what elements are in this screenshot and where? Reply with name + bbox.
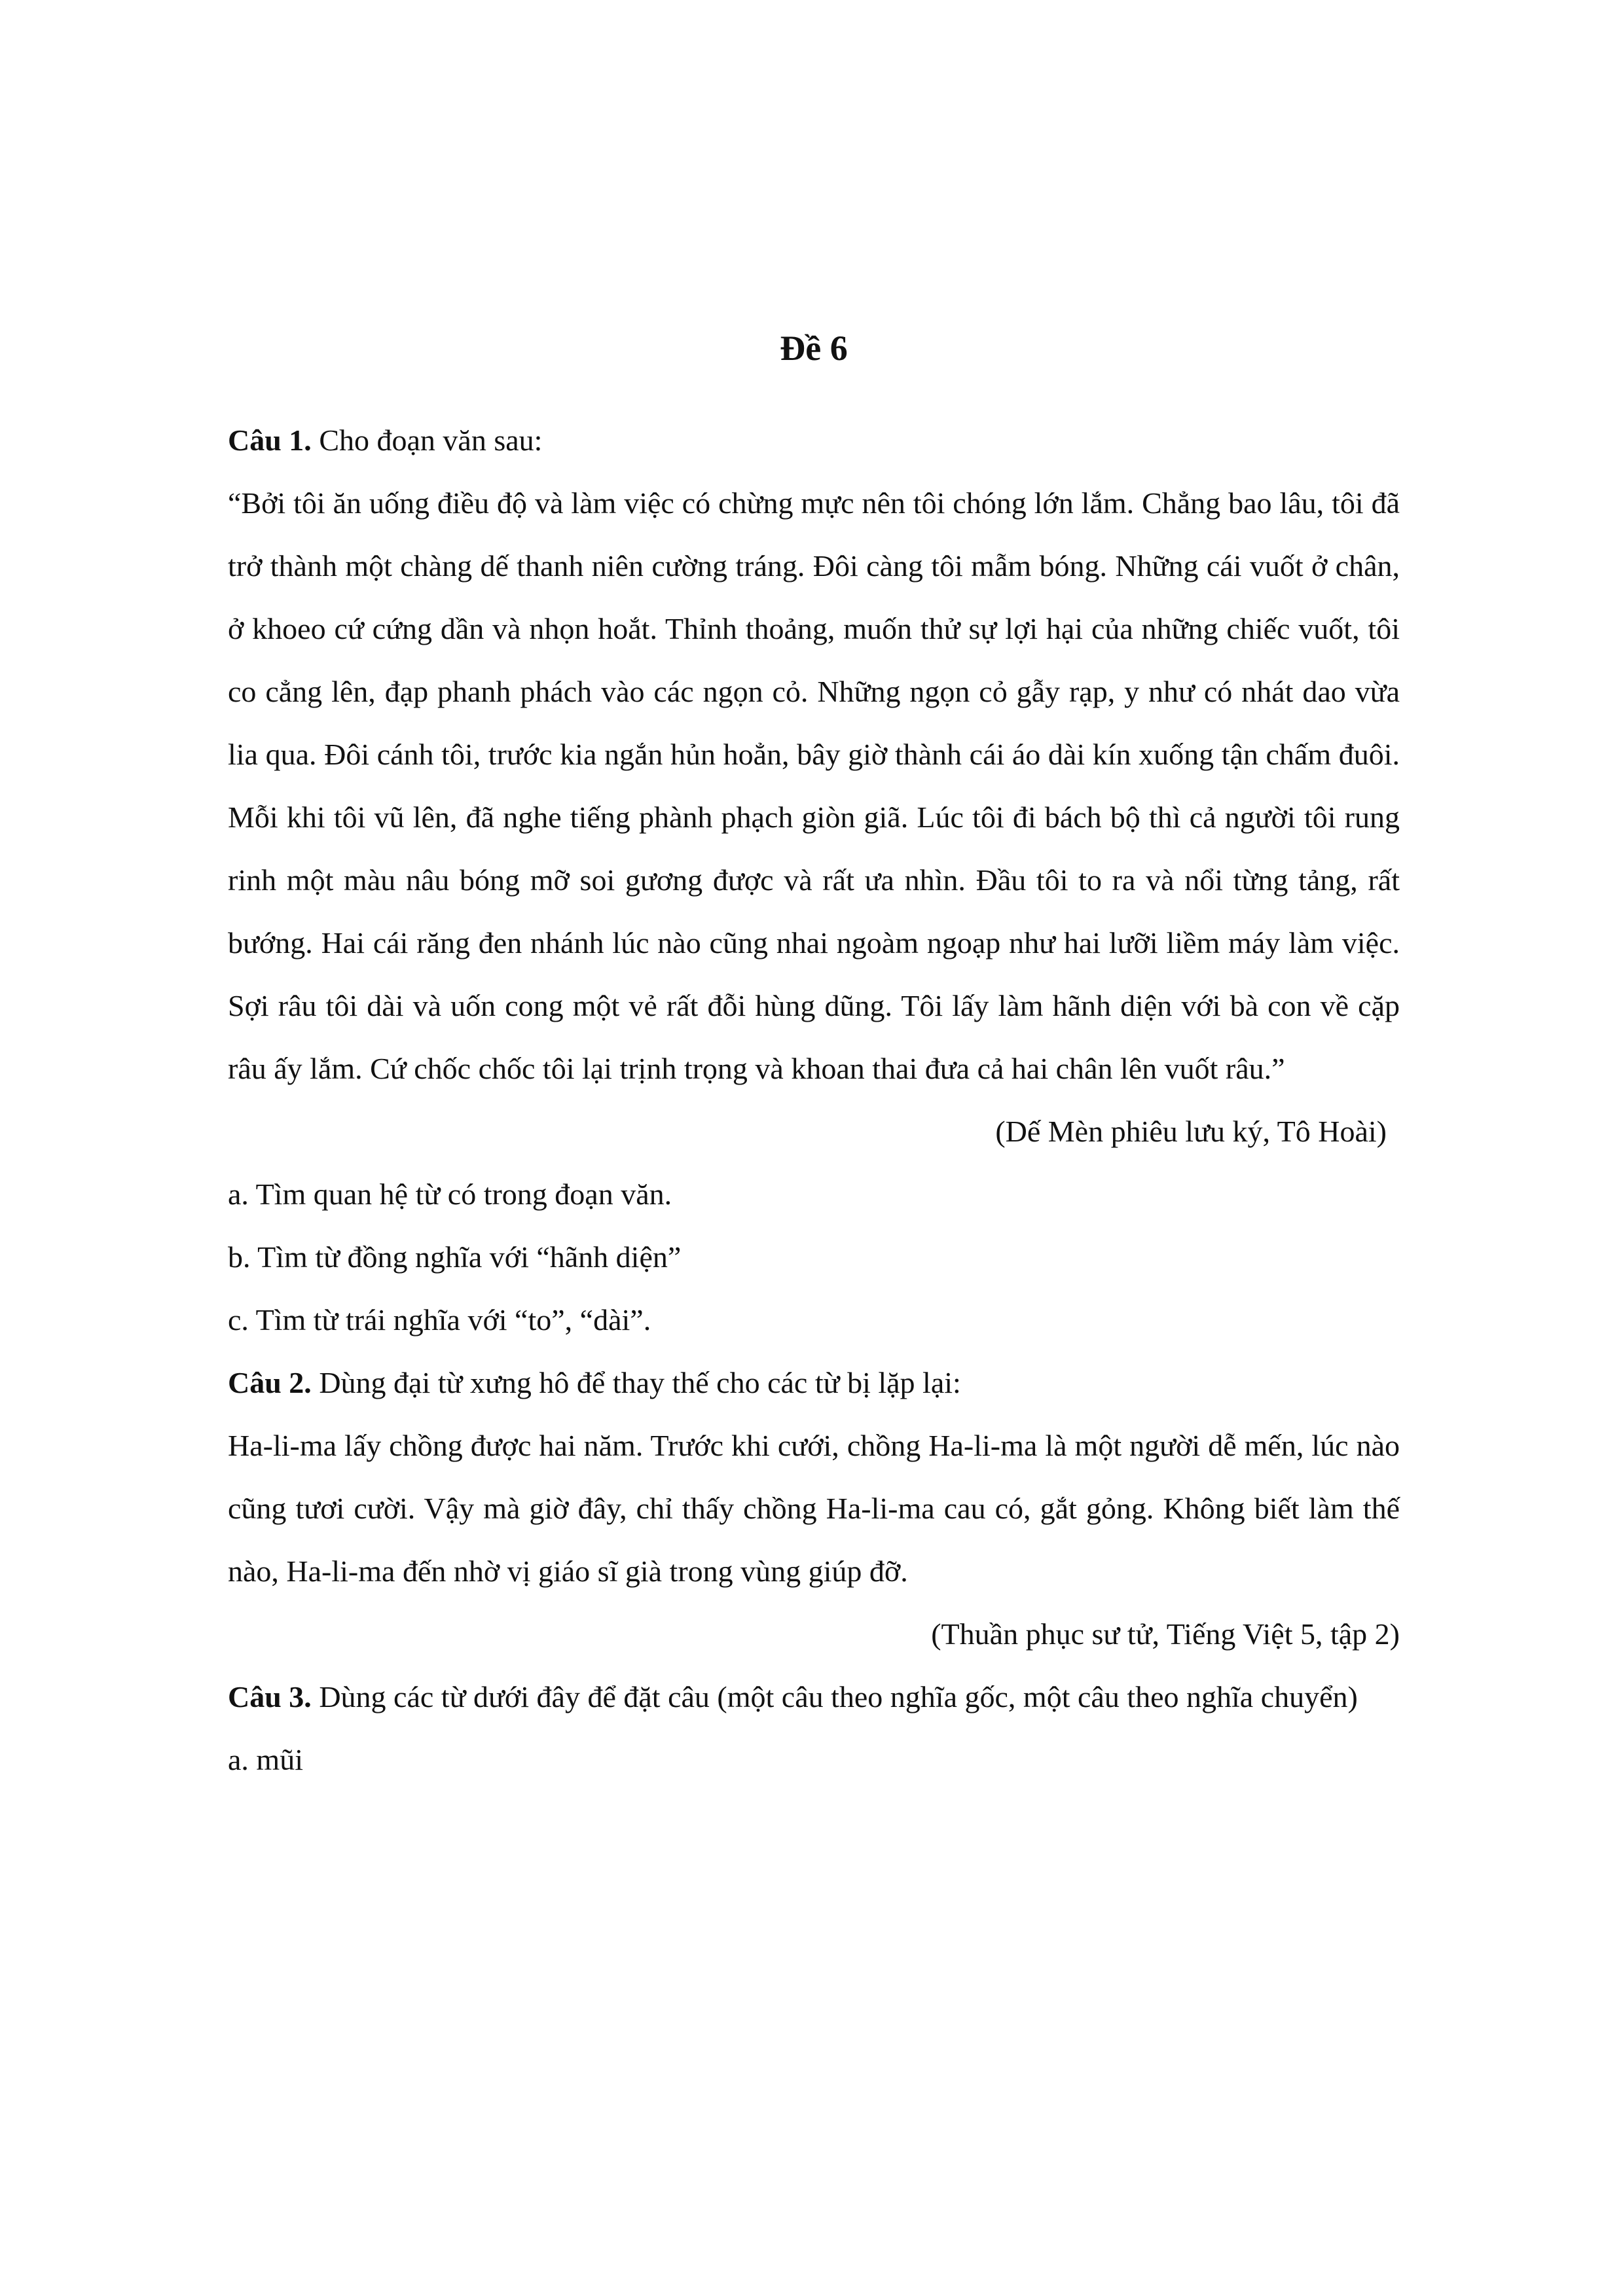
question-1-heading: [228, 409, 1400, 472]
question-1-prompt: Cho đoạn văn sau:: [319, 423, 543, 457]
question-1-label: Câu 1.: [228, 423, 312, 457]
question-1-item-b: b. Tìm từ đồng nghĩa với “hãnh diện”: [228, 1240, 682, 1274]
question-3-prompt: Dùng các từ dưới đây để đặt câu (một câu theo nghĩa gốc, một câu theo nghĩa chuyển): [319, 1679, 1358, 1713]
question-1-source: (Dế Mèn phiêu lưu ký, Tô Hoài): [995, 1114, 1387, 1148]
question-3-label: Câu 3.: [228, 1679, 312, 1713]
question-2-prompt: Dùng đại từ xưng hô để thay thế cho các từ bị lặp lại:: [319, 1365, 961, 1399]
page-title: Đề 6: [780, 329, 848, 368]
document-page: [228, 327, 1400, 1791]
question-2-passage: Ha-li-ma lấy chồng được hai năm. Trước khi cưới, chồng Ha-li-ma là một người dễ mến, lúc nào cũng tươi cười. Vậy mà giờ đây, chỉ thấy chồng Ha-li-ma cau có, gắt gỏng. Không biết làm thế nào, Ha-li-ma đến nhờ vị giáo sĩ già trong vùng giúp đỡ.: [228, 1428, 1400, 1588]
question-1-item-c: c. Tìm từ trái nghĩa với “to”, “dài”.: [228, 1302, 651, 1336]
question-2-source: (Thuần phục sư tử, Tiếng Việt 5, tập 2): [931, 1617, 1400, 1651]
question-1-item-a: a. Tìm quan hệ từ có trong đoạn văn.: [228, 1177, 672, 1211]
question-2-heading: [228, 1352, 1400, 1414]
question-2-label: Câu 2.: [228, 1365, 312, 1399]
question-1-passage: “Bởi tôi ăn uống điều độ và làm việc có chừng mực nên tôi chóng lớn lắm. Chẳng bao lâu, tôi đã trở thành một chàng dế thanh niên cường tráng. Đôi càng tôi mẫm bóng. Những cái vuốt ở chân, ở khoeo cứ cứng dần và nhọn hoắt. Thỉnh thoảng, muốn thử sự lợi hại của những chiếc vuốt, tôi co cẳng lên, đạp phanh phách vào các ngọn cỏ. Những ngọn cỏ gẫy rạp, y như có nhát dao vừa lia qua. Đôi cánh tôi, trước kia ngắn hủn hoẳn, bây giờ thành cái áo dài kín xuống tận chấm đuôi. Mỗi khi tôi vũ lên, đã nghe tiếng phành phạch giòn giã. Lúc tôi đi bách bộ thì cả người tôi rung rinh một màu nâu bóng mỡ soi gương được và rất ưa nhìn. Đầu tôi to ra và nổi từng tảng, rất bướng. Hai cái răng đen nhánh lúc nào cũng nhai ngoàm ngoạp như hai lưỡi liềm máy làm việc. Sợi râu tôi dài và uốn cong một vẻ rất đỗi hùng dũng. Tôi lấy làm hãnh diện với bà con về cặp râu ấy lắm. Cứ chốc chốc tôi lại trịnh trọng và khoan thai đưa cả hai chân lên vuốt râu.”: [228, 486, 1400, 1085]
question-3-heading: [228, 1666, 1400, 1729]
question-3-item-a: a. mũi: [228, 1742, 303, 1776]
